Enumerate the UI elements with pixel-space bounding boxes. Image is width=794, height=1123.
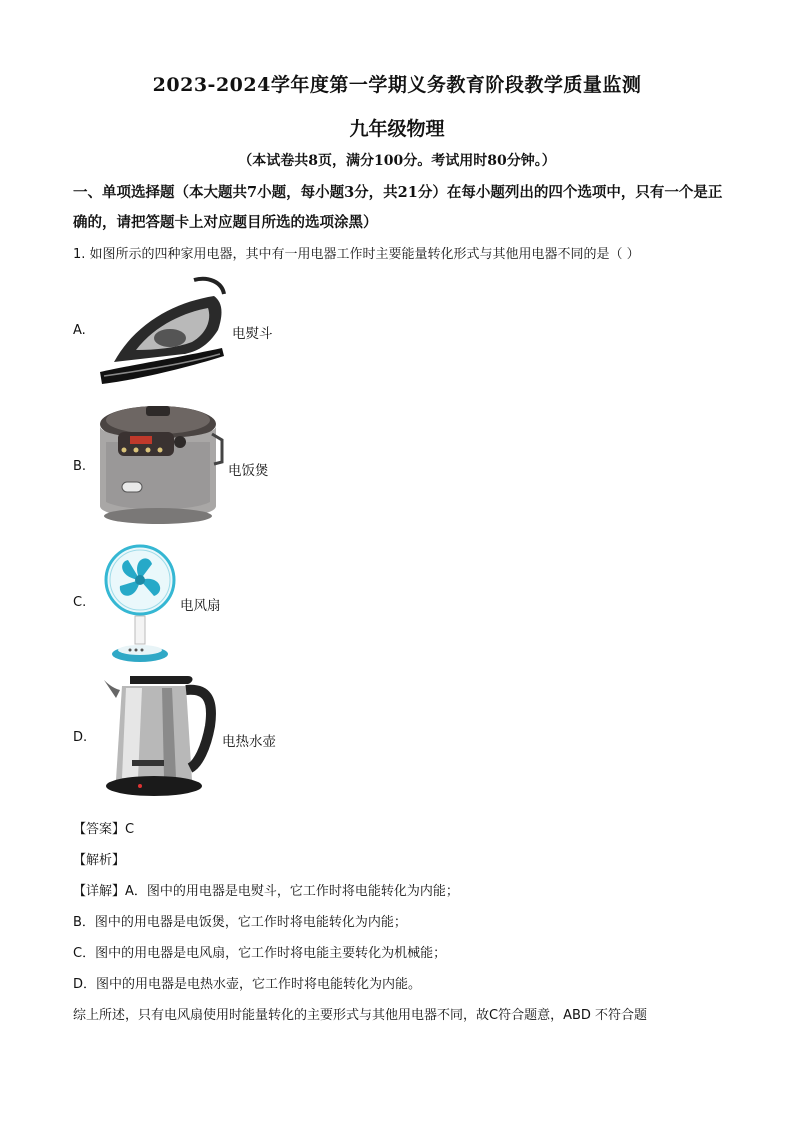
detail-line: 综上所述，只有电风扇使用时能量转化的主要形式与其他用电器不同，故C符合题意，ABD 不符合题	[73, 1008, 648, 1023]
exam-note: （本试卷共8页，满分100分。考试用时80分钟。）	[238, 153, 556, 169]
option-b-label: 电饭煲	[228, 463, 269, 479]
analysis-label: 【解析】	[73, 853, 126, 868]
question-stem: 1. 如图所示的四种家用电器，其中有一用电器工作时主要能量转化形式与其他用电器不同的是（ ）	[73, 247, 640, 262]
detail-line: C．图中的用电器是电风扇，它工作时将电能主要转化为机械能；	[73, 946, 447, 961]
electric-kettle-icon	[102, 668, 220, 804]
detail-line: B．图中的用电器是电饭煲，它工作时将电能转化为内能；	[73, 915, 407, 930]
section-heading: 一、单项选择题（本大题共7小题，每小题3分，共21分）在每小题列出的四个选项中，只有一个是正确的，请把答题卡上对应题目所选的选项涂黑）	[73, 184, 723, 231]
detail-line: 【详解】A．图中的用电器是电熨斗，它工作时将电能转化为内能；	[73, 884, 459, 899]
exam-subtitle: 九年级物理	[349, 118, 445, 140]
option-c-label: 电风扇	[180, 598, 221, 614]
detail-line: D．图中的用电器是电热水壶，它工作时将电能转化为内能。	[73, 977, 422, 992]
exam-title: 2023-2024学年度第一学期义务教育阶段教学质量监测	[152, 74, 642, 96]
option-d-letter: D.	[73, 730, 88, 745]
iron-icon	[96, 272, 232, 388]
option-d-label: 电热水壶	[222, 734, 276, 750]
answer-label: 【答案】C	[73, 822, 135, 837]
option-a-label: 电熨斗	[232, 326, 273, 342]
electric-fan-icon	[100, 544, 180, 666]
option-c-letter: C.	[73, 595, 87, 610]
option-a-letter: A.	[73, 323, 86, 338]
option-b-letter: B.	[73, 459, 87, 474]
rice-cooker-icon	[96, 402, 224, 532]
